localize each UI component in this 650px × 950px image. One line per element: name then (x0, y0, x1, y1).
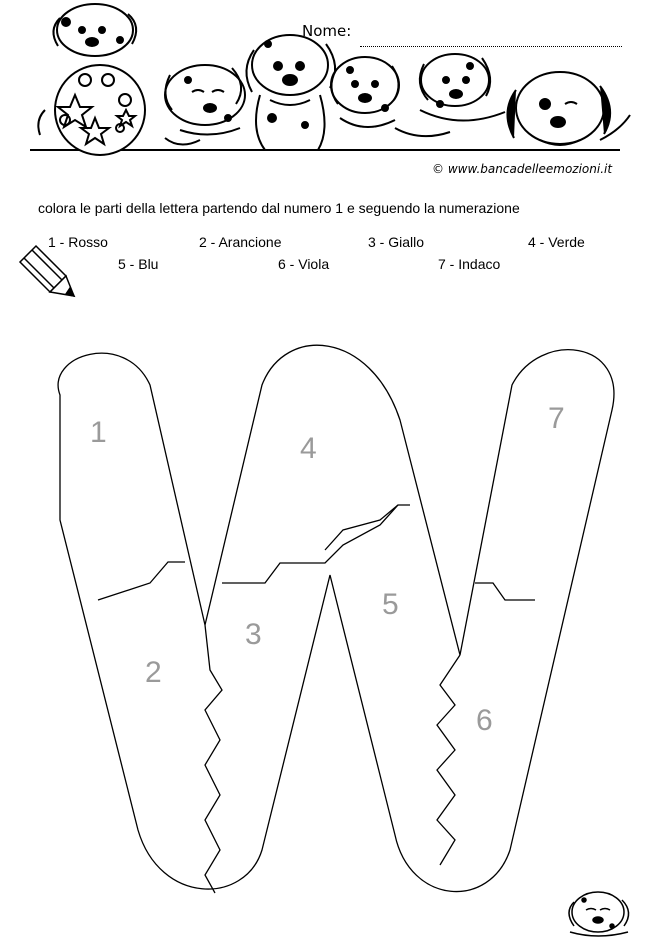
website-credit: © www.bancadelleemozioni.it (432, 162, 613, 176)
divider-2-3 (205, 625, 222, 893)
letter-w-outer-path (58, 345, 614, 891)
instruction-text: colora le parti della lettera partendo dal numero 1 e seguendo la numerazione (38, 200, 520, 216)
legend-item-2: 2 - Arancione (199, 234, 282, 250)
legend-item-1: 1 - Rosso (48, 234, 108, 250)
divider-5-6 (437, 655, 460, 865)
divider-6-7 (475, 583, 535, 600)
section-number-2: 2 (145, 656, 162, 689)
divider-4-5 (325, 505, 398, 550)
divider-1-2 (98, 562, 185, 600)
section-number-7: 7 (548, 402, 565, 435)
legend-item-3: 3 - Giallo (368, 234, 425, 250)
section-number-5: 5 (382, 588, 399, 621)
divider-3-4 (222, 505, 410, 583)
section-number-6: 6 (476, 704, 493, 737)
legend-item-6: 6 - Viola (278, 256, 330, 272)
name-label: Nome: (302, 22, 352, 40)
section-number-3: 3 (245, 618, 262, 651)
section-number-4: 4 (300, 432, 317, 465)
legend-item-4: 4 - Verde (528, 234, 585, 250)
name-field[interactable] (360, 46, 622, 47)
sleeping-puppy-icon (560, 882, 640, 942)
legend-item-7: 7 - Indaco (438, 256, 501, 272)
section-number-1: 1 (90, 416, 107, 449)
legend-item-5: 5 - Blu (118, 256, 159, 272)
